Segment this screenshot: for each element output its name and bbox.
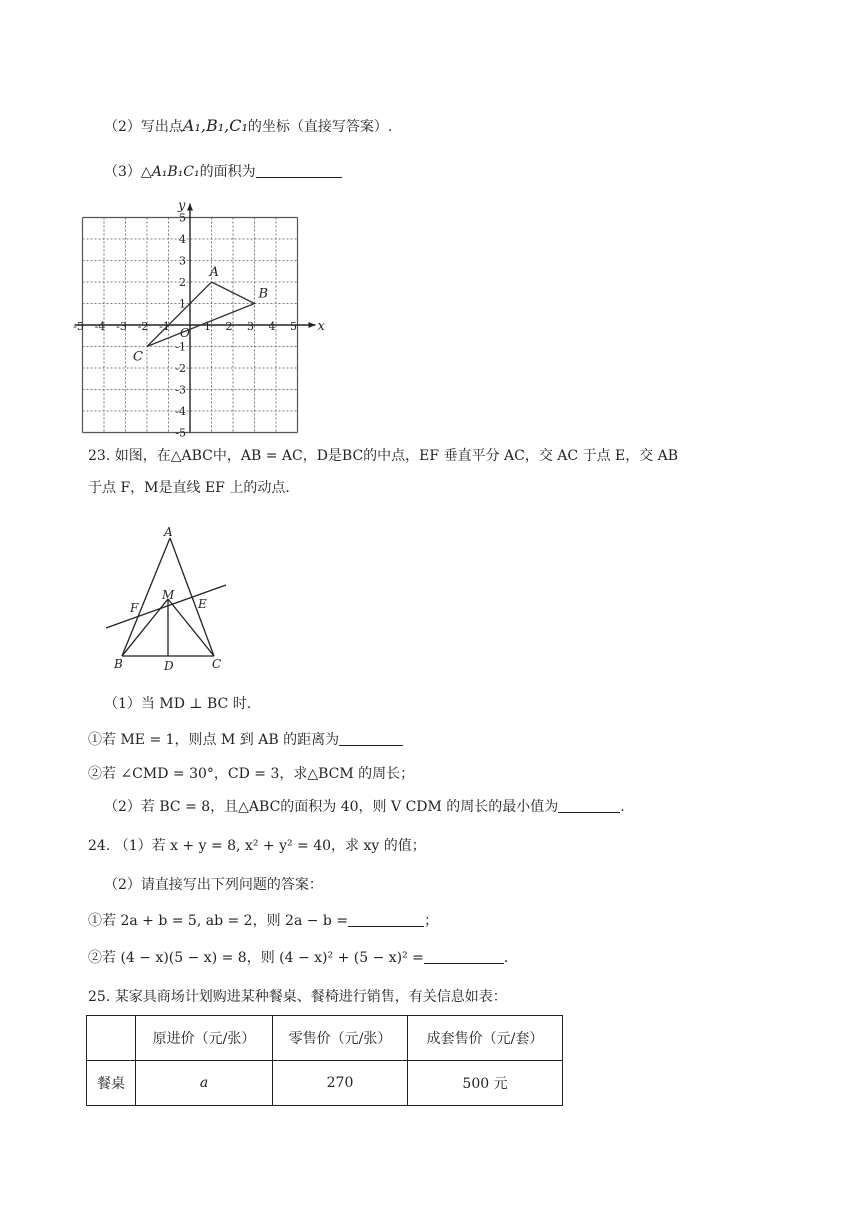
- y-tick-label: -3: [175, 383, 186, 397]
- q22-part2-math: A₁,B₁,C₁: [182, 116, 248, 135]
- label-b: B: [114, 657, 123, 671]
- q23-sub1-text: ①若 ME = 1，则点 M 到 AB 的距离为: [88, 732, 340, 748]
- segment-mc: [168, 599, 214, 656]
- q22-part3-prefix: （3）△: [104, 164, 152, 180]
- label-e: E: [198, 597, 207, 611]
- y-tick-label: 3: [179, 254, 186, 268]
- label-m: M: [162, 588, 175, 602]
- q25-intro: 25. 某家具商场计划购进某种餐桌、餐椅进行销售，有关信息如表：: [88, 989, 507, 1005]
- origin-label: O: [180, 326, 190, 340]
- y-tick-label: 4: [179, 233, 186, 246]
- table-header-row: [87, 1016, 563, 1061]
- q23-line2: 于点 F，M是直线 EF 上的动点.: [88, 480, 290, 496]
- x-tick-label: 3: [247, 320, 254, 333]
- x-tick-label: 4: [268, 320, 276, 333]
- y-tick-label: 1: [179, 297, 186, 311]
- segment-mb: [122, 599, 168, 656]
- table-header-cell: 成套售价（元/套）: [408, 1016, 563, 1061]
- x-tick-label: 5: [290, 320, 297, 333]
- point-label-c: C: [133, 349, 143, 365]
- y-tick-label: -1: [175, 340, 186, 354]
- table-cell: 270: [273, 1061, 408, 1106]
- table-cell: 餐桌: [87, 1061, 136, 1106]
- q23-sub2: ②若 ∠CMD = 30°，CD = 3，求△BCM 的周长；: [88, 766, 415, 782]
- point-label-b: B: [258, 286, 269, 302]
- point-label-a: A: [209, 265, 219, 280]
- table-header-cell: [87, 1016, 136, 1061]
- table-row: [87, 1061, 563, 1106]
- q24-sub1: ①若 2a + b = 5, ab = 2，则 2a − b = ；: [88, 913, 439, 929]
- table-header-cell: 零售价（元/张）: [273, 1016, 408, 1061]
- x-tick-label: 1: [204, 320, 211, 333]
- y-tick-label: -2: [175, 362, 186, 375]
- q23-part2: （2）若 BC = 8，且△ABC的面积为 40，则 V CDM 的周长的最小值为 .: [104, 799, 625, 815]
- triangle-abc: [147, 282, 255, 347]
- x-tick-label: -3: [116, 320, 127, 333]
- q24-line1: 24. （1）若 x + y = 8, x² + y² = 40，求 xy 的值；: [88, 838, 426, 854]
- q24-sub2-blank: [424, 949, 504, 964]
- label-d: D: [164, 659, 174, 673]
- q22-part3-math: A₁B₁C₁: [151, 164, 200, 180]
- q22-part2: [104, 116, 392, 137]
- q22-part2-suffix: 的坐标（直接写答案）.: [247, 119, 393, 135]
- x-axis-label: x: [317, 319, 325, 334]
- label-f: F: [130, 601, 139, 615]
- coordinate-grid: [73, 194, 340, 440]
- x-tick-label: -4: [94, 320, 106, 333]
- y-axis-arrow: [187, 204, 193, 211]
- q22-area-blank: [256, 163, 342, 178]
- label-a: A: [164, 525, 173, 539]
- table-cell: a: [136, 1061, 273, 1106]
- q24-sub2-text: ②若 (4 − x)(5 − x) = 8，则 (4 − x)² + (5 − x)² =: [88, 950, 424, 966]
- x-tick-label: -2: [137, 320, 149, 333]
- q24-sub2: ②若 (4 − x)(5 − x) = 8，则 (4 − x)² + (5 − x)² = .: [88, 950, 509, 966]
- x-axis-arrow: [309, 322, 316, 328]
- q24-sub1-blank: [348, 912, 424, 927]
- q23-part2-text: （2）若 BC = 8，且△ABC的面积为 40，则 V CDM 的周长的最小值为: [104, 799, 559, 815]
- q23-part2-blank: [558, 798, 620, 813]
- x-tick-label: -1: [159, 320, 170, 333]
- q24-part2: （2）请直接写出下列问题的答案：: [104, 877, 323, 893]
- y-tick-label: -4: [175, 405, 186, 418]
- q22-part3-suffix: 的面积为: [199, 164, 256, 180]
- x-tick-label: -5: [73, 320, 84, 333]
- y-tick-label: -5: [175, 426, 186, 440]
- q23-part1: （1）当 MD ⊥ BC 时.: [104, 696, 252, 712]
- table-cell: 500 元: [408, 1061, 563, 1106]
- q23-sub1-blank: [339, 731, 403, 746]
- q24-sub1-text: ①若 2a + b = 5, ab = 2，则 2a − b =: [88, 913, 349, 929]
- x-tick-label: 2: [225, 320, 233, 333]
- y-tick-label: 2: [179, 276, 186, 289]
- q22-part3: [104, 162, 342, 182]
- table-header-cell: 原进价（元/张）: [136, 1016, 273, 1061]
- label-c: C: [212, 657, 222, 671]
- y-tick-label: 5: [179, 211, 186, 225]
- q23-line1: 23. 如图，在△ABC中，AB = AC，D是BC的中点，EF 垂直平分 AC，交 AC 于点 E，交 AB: [88, 448, 679, 464]
- y-axis-label: y: [178, 198, 186, 214]
- triangle-figure: [100, 524, 240, 674]
- q22-part2-prefix: （2）写出点: [104, 119, 183, 135]
- q23-sub1: [88, 730, 403, 750]
- price-table: [86, 1015, 563, 1106]
